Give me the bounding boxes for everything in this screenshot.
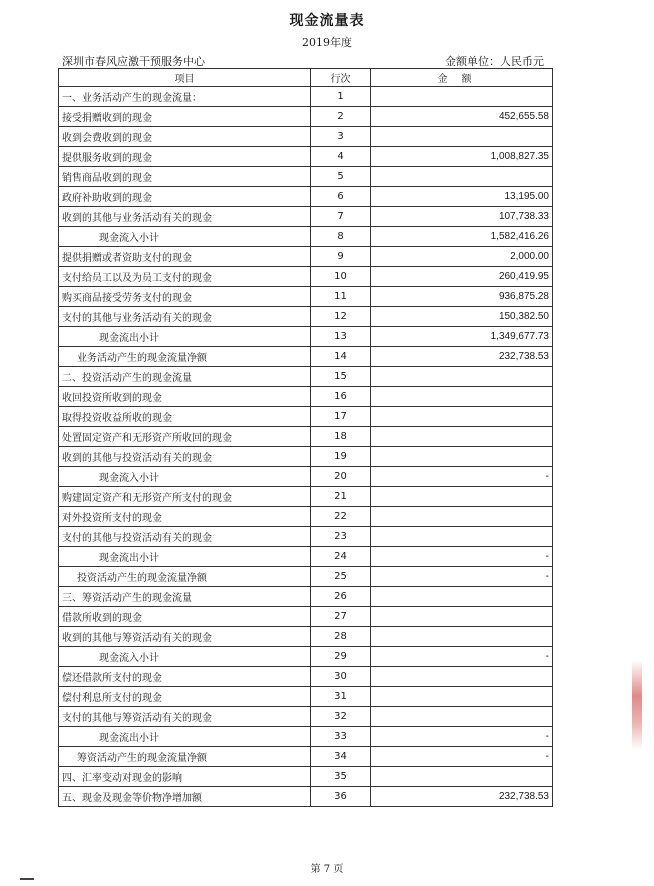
row-line-number: 5 <box>311 167 371 187</box>
document-year: 2019年度 <box>302 36 352 49</box>
header-line: 行次 <box>311 69 371 87</box>
row-line-number: 7 <box>311 207 371 227</box>
table-row <box>59 307 553 327</box>
row-amount <box>371 387 553 407</box>
row-item-label: 收到的其他与筹资活动有关的现金 <box>59 627 311 647</box>
row-amount <box>371 667 553 687</box>
row-line-number: 8 <box>311 227 371 247</box>
row-item-label: 接受捐赠收到的现金 <box>59 107 311 127</box>
row-line-number: 4 <box>311 147 371 167</box>
row-amount: 1,582,416.26 <box>371 227 553 247</box>
row-item-label: 业务活动产生的现金流量净额 <box>59 347 311 367</box>
row-item-label: 现金流出小计 <box>59 547 311 567</box>
row-amount <box>371 587 553 607</box>
table-row <box>59 447 553 467</box>
table-row <box>59 747 553 767</box>
row-line-number: 9 <box>311 247 371 267</box>
table-row <box>59 147 553 167</box>
row-line-number: 11 <box>311 287 371 307</box>
row-amount <box>371 507 553 527</box>
row-line-number: 14 <box>311 347 371 367</box>
row-line-number: 27 <box>311 607 371 627</box>
row-line-number: 36 <box>311 787 371 807</box>
row-amount <box>371 487 553 507</box>
row-amount <box>371 407 553 427</box>
row-amount: - <box>371 747 553 767</box>
page-number: 第 7 页 <box>310 864 344 875</box>
row-amount <box>371 767 553 787</box>
row-amount: 452,655.58 <box>371 107 553 127</box>
row-item-label: 提供捐赠或者资助支付的现金 <box>59 247 311 267</box>
row-line-number: 20 <box>311 467 371 487</box>
row-item-label: 收回投资所收到的现金 <box>59 387 311 407</box>
table-row <box>59 287 553 307</box>
table-row <box>59 407 553 427</box>
row-amount: - <box>371 567 553 587</box>
row-amount: 936,875.28 <box>371 287 553 307</box>
row-item-label: 投资活动产生的现金流量净额 <box>59 567 311 587</box>
row-line-number: 29 <box>311 647 371 667</box>
row-line-number: 26 <box>311 587 371 607</box>
table-row <box>59 107 553 127</box>
table-row <box>59 667 553 687</box>
row-line-number: 31 <box>311 687 371 707</box>
row-amount <box>371 607 553 627</box>
row-item-label: 三、筹资活动产生的现金流量 <box>59 587 311 607</box>
row-amount: 1,349,677.73 <box>371 327 553 347</box>
row-item-label: 现金流出小计 <box>59 327 311 347</box>
table-row <box>59 707 553 727</box>
row-line-number: 2 <box>311 107 371 127</box>
row-item-label: 现金流入小计 <box>59 467 311 487</box>
row-amount: 107,738.33 <box>371 207 553 227</box>
row-item-label: 偿还借款所支付的现金 <box>59 667 311 687</box>
row-amount: 150,382.50 <box>371 307 553 327</box>
row-item-label: 提供服务收到的现金 <box>59 147 311 167</box>
row-amount: 2,000.00 <box>371 247 553 267</box>
row-amount: - <box>371 727 553 747</box>
row-amount: - <box>371 647 553 667</box>
row-amount: 260,419.95 <box>371 267 553 287</box>
row-amount <box>371 707 553 727</box>
row-item-label: 借款所收到的现金 <box>59 607 311 627</box>
row-item-label: 现金流入小计 <box>59 227 311 247</box>
table-row <box>59 167 553 187</box>
row-amount <box>371 447 553 467</box>
row-amount <box>371 627 553 647</box>
row-line-number: 19 <box>311 447 371 467</box>
table-row <box>59 567 553 587</box>
table-row <box>59 767 553 787</box>
row-item-label: 支付的其他与投资活动有关的现金 <box>59 527 311 547</box>
row-item-label: 五、现金及现金等价物净增加额 <box>59 787 311 807</box>
row-item-label: 一、业务活动产生的现金流量： <box>59 87 311 107</box>
table-row <box>59 387 553 407</box>
table-row <box>59 607 553 627</box>
currency-unit: 金额单位：人民币元 <box>445 55 544 68</box>
cash-flow-table <box>58 68 553 807</box>
table-row <box>59 227 553 247</box>
row-line-number: 34 <box>311 747 371 767</box>
table-row <box>59 427 553 447</box>
row-item-label: 取得投资收益所收的现金 <box>59 407 311 427</box>
row-line-number: 6 <box>311 187 371 207</box>
table-row <box>59 327 553 347</box>
row-line-number: 1 <box>311 87 371 107</box>
table-row <box>59 627 553 647</box>
row-amount: 13,195.00 <box>371 187 553 207</box>
row-amount: - <box>371 467 553 487</box>
row-item-label: 购建固定资产和无形资产所支付的现金 <box>59 487 311 507</box>
row-line-number: 33 <box>311 727 371 747</box>
row-line-number: 35 <box>311 767 371 787</box>
row-item-label: 收到的其他与投资活动有关的现金 <box>59 447 311 467</box>
row-item-label: 偿付利息所支付的现金 <box>59 687 311 707</box>
row-line-number: 22 <box>311 507 371 527</box>
row-amount <box>371 367 553 387</box>
table-row <box>59 527 553 547</box>
table-row <box>59 267 553 287</box>
table-row <box>59 247 553 267</box>
table-header-row <box>59 69 553 87</box>
document-title: 现金流量表 <box>289 13 365 29</box>
row-item-label: 支付的其他与筹资活动有关的现金 <box>59 707 311 727</box>
row-amount: 232,738.53 <box>371 347 553 367</box>
header-amount: 金额 <box>371 69 553 87</box>
row-line-number: 21 <box>311 487 371 507</box>
row-amount <box>371 167 553 187</box>
table-body <box>59 87 553 807</box>
table-row <box>59 187 553 207</box>
row-item-label: 收到的其他与业务活动有关的现金 <box>59 207 311 227</box>
row-amount <box>371 87 553 107</box>
row-line-number: 3 <box>311 127 371 147</box>
row-line-number: 18 <box>311 427 371 447</box>
row-item-label: 对外投资所支付的现金 <box>59 507 311 527</box>
row-item-label: 二、投资活动产生的现金流量 <box>59 367 311 387</box>
row-item-label: 四、汇率变动对现金的影响 <box>59 767 311 787</box>
table-row <box>59 587 553 607</box>
table-row <box>59 87 553 107</box>
row-line-number: 24 <box>311 547 371 567</box>
row-item-label: 销售商品收到的现金 <box>59 167 311 187</box>
row-line-number: 12 <box>311 307 371 327</box>
row-item-label: 筹资活动产生的现金流量净额 <box>59 747 311 767</box>
table-row <box>59 727 553 747</box>
row-line-number: 28 <box>311 627 371 647</box>
row-amount <box>371 527 553 547</box>
red-seal-fragment <box>632 660 642 750</box>
table-row <box>59 547 553 567</box>
row-line-number: 10 <box>311 267 371 287</box>
row-line-number: 16 <box>311 387 371 407</box>
row-line-number: 15 <box>311 367 371 387</box>
row-item-label: 支付给员工以及为员工支付的现金 <box>59 267 311 287</box>
row-line-number: 30 <box>311 667 371 687</box>
row-line-number: 23 <box>311 527 371 547</box>
table-row <box>59 487 553 507</box>
row-item-label: 处置固定资产和无形资产所收回的现金 <box>59 427 311 447</box>
row-line-number: 32 <box>311 707 371 727</box>
organization-name: 深圳市春风应激干预服务中心 <box>62 55 205 68</box>
row-amount <box>371 127 553 147</box>
row-amount: - <box>371 547 553 567</box>
table-row <box>59 467 553 487</box>
table-row <box>59 127 553 147</box>
table-row <box>59 367 553 387</box>
table-row <box>59 647 553 667</box>
row-amount <box>371 687 553 707</box>
row-item-label: 收到会费收到的现金 <box>59 127 311 147</box>
table-row <box>59 687 553 707</box>
row-item-label: 政府补助收到的现金 <box>59 187 311 207</box>
table-row <box>59 207 553 227</box>
table-row <box>59 507 553 527</box>
row-amount: 1,008,827.35 <box>371 147 553 167</box>
row-amount <box>371 427 553 447</box>
table-row <box>59 787 553 807</box>
row-item-label: 支付的其他与业务活动有关的现金 <box>59 307 311 327</box>
row-item-label: 现金流入小计 <box>59 647 311 667</box>
row-line-number: 13 <box>311 327 371 347</box>
row-line-number: 17 <box>311 407 371 427</box>
table-row <box>59 347 553 367</box>
row-line-number: 25 <box>311 567 371 587</box>
scan-edge-mark <box>20 878 34 880</box>
row-item-label: 现金流出小计 <box>59 727 311 747</box>
row-item-label: 购买商品接受劳务支付的现金 <box>59 287 311 307</box>
row-amount: 232,738.53 <box>371 787 553 807</box>
header-item: 项目 <box>59 69 311 87</box>
